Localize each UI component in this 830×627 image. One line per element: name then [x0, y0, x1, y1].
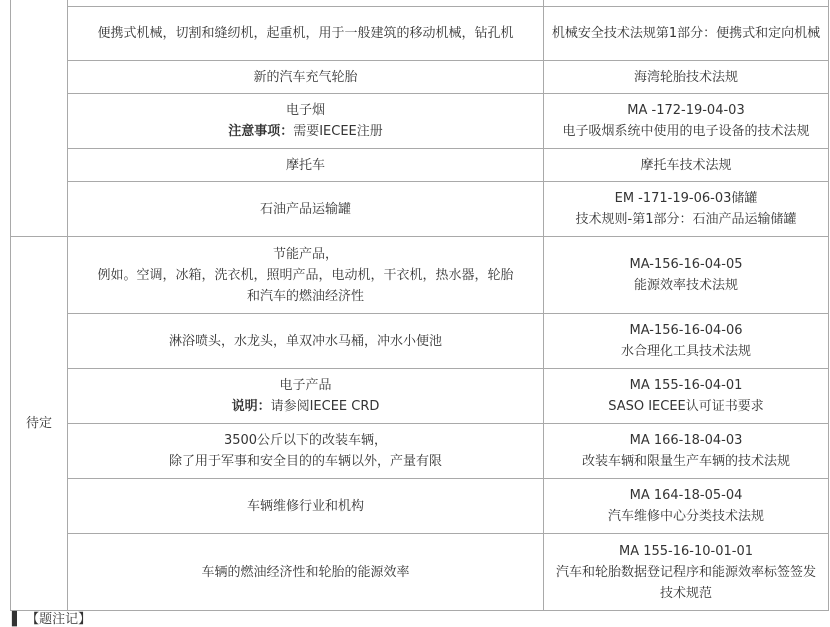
product-cell — [68, 314, 544, 369]
regulation-line: MA 155-16-10-01-01 — [619, 543, 753, 559]
note-label: 注意事项： — [228, 124, 294, 139]
footer-text: ▌ 【题注记】 — [12, 612, 92, 627]
product-cell — [68, 424, 544, 479]
product-cell — [68, 7, 544, 61]
regulation-line: MA-156-16-04-06 — [629, 323, 743, 338]
table-row — [11, 149, 829, 182]
product-cell — [68, 237, 544, 314]
product-line: 3500公斤以下的改装车辆， — [223, 433, 388, 448]
table-row — [11, 182, 829, 237]
note-text: 需要IECEE注册 — [293, 124, 383, 139]
regulation-cell — [544, 369, 829, 424]
regulation-cell — [544, 149, 829, 182]
regulation-line: MA-156-16-04-05 — [629, 257, 743, 272]
table-row — [11, 369, 829, 424]
regulation-line: 机械安全技术法规第1部分：便携式和定向机械 — [551, 26, 821, 41]
product-line: 石油产品运输罐 — [259, 201, 351, 217]
regulation-cell — [544, 534, 829, 611]
product-line: 电子产品 — [279, 378, 332, 393]
regulation-cell — [544, 237, 829, 314]
regulation-cell — [544, 7, 829, 61]
regulation-line: 技术规则-第1部分：石油产品运输储罐 — [575, 212, 797, 227]
product-cell — [68, 479, 544, 534]
regulation-cell — [544, 61, 829, 94]
regulation-cell — [544, 424, 829, 479]
product-line: 节能产品， — [272, 246, 338, 262]
product-line: 新的汽车充气轮胎 — [253, 69, 358, 85]
table-row — [11, 237, 829, 314]
regulation-line: 改装车辆和限量生产车辆的技术法规 — [581, 454, 790, 469]
product-line — [74, 396, 537, 417]
product-line — [74, 121, 537, 142]
regulation-line: 海湾轮胎技术法规 — [633, 69, 738, 85]
regulation-line: 汽车维修中心分类技术法规 — [607, 509, 764, 524]
table-row — [11, 479, 829, 534]
category-cell: 待定 — [11, 237, 68, 611]
regulation-cell — [544, 94, 829, 149]
regulation-line: MA 155-16-04-01 — [629, 378, 743, 393]
product-cell — [68, 94, 544, 149]
regulations-table — [10, 0, 829, 611]
note-text: 请参阅IECEE CRD — [270, 399, 380, 414]
product-line: 车辆维修行业和机构 — [246, 498, 364, 514]
product-cell — [68, 61, 544, 94]
product-cell — [68, 534, 544, 611]
product-cell — [68, 369, 544, 424]
regulation-line: 汽车和轮胎数据登记程序和能源效率标签签发技术规范 — [555, 564, 816, 601]
regulation-line: MA -172-19-04-03 — [627, 103, 745, 118]
product-line: 和汽车的燃油经济性 — [246, 288, 364, 304]
regulation-line: SASO IECEE认可证书要求 — [608, 399, 764, 414]
table-row — [11, 314, 829, 369]
table-row — [11, 7, 829, 61]
regulation-line: 能源效率技术法规 — [633, 278, 738, 293]
table-row — [11, 534, 829, 611]
regulation-cell — [544, 479, 829, 534]
regulation-line: 电子吸烟系统中使用的电子设备的技术法规 — [562, 124, 810, 139]
note-label: 说明： — [231, 399, 271, 414]
regulation-line: EM -171-19-06-03储罐 — [614, 191, 758, 206]
product-line: 淋浴喷头，水龙头，单双冲水马桶，冲水小便池 — [168, 333, 442, 349]
table-row — [11, 94, 829, 149]
regulation-line: MA 164-18-05-04 — [629, 488, 743, 503]
product-line: 摩托车 — [285, 157, 325, 173]
regulation-cell — [544, 182, 829, 237]
product-line: 例如。空调，冰箱，洗衣机，照明产品，电动机，干衣机，热水器，轮胎 — [97, 267, 514, 283]
product-line: 电子烟 — [285, 103, 325, 118]
regulation-line: 摩托车技术法规 — [640, 157, 732, 173]
product-line: 便携式机械，切割和缝纫机，起重机，用于一般建筑的移动机械，钻孔机 — [97, 26, 514, 41]
regulation-cell — [544, 314, 829, 369]
table-row — [11, 424, 829, 479]
product-line: 车辆的燃油经济性和轮胎的能源效率 — [201, 564, 410, 580]
product-cell — [68, 149, 544, 182]
product-line: 除了用于军事和安全目的的车辆以外，产量有限 — [168, 454, 442, 469]
regulation-line: 水合理化工具技术法规 — [620, 344, 751, 359]
table-row — [11, 61, 829, 94]
category-cell — [11, 0, 68, 237]
product-cell — [68, 182, 544, 237]
regulation-line: MA 166-18-04-03 — [629, 433, 743, 448]
